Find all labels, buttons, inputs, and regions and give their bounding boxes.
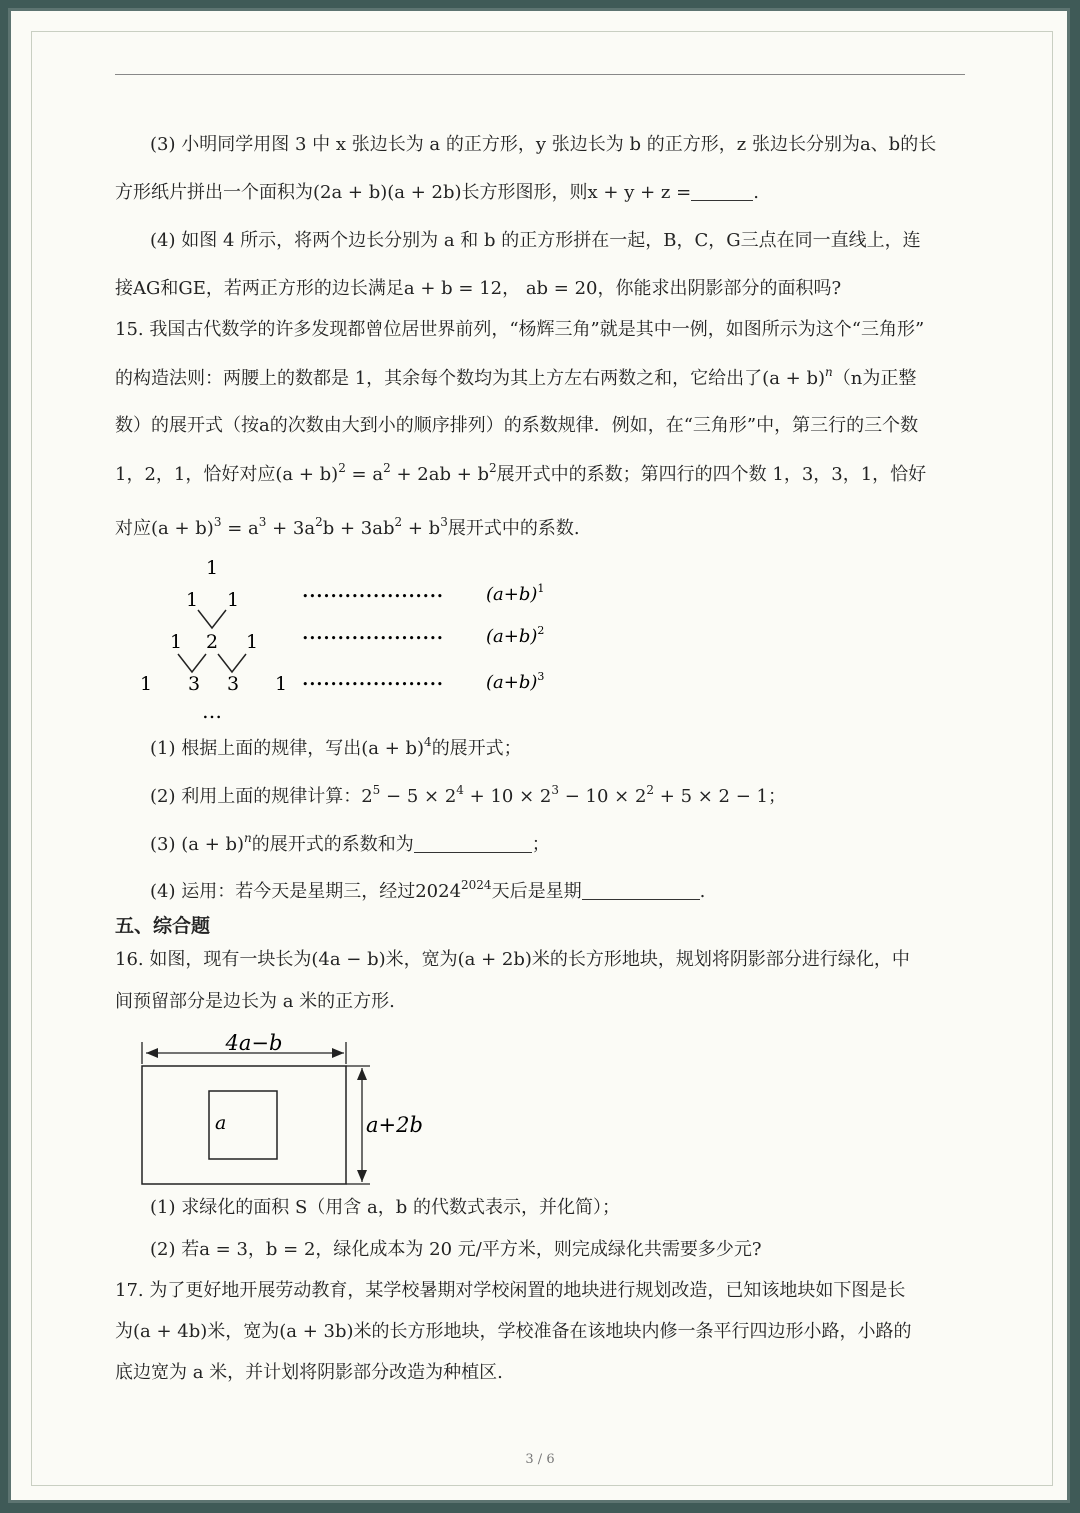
q14-part3-text: 方形纸片拼出一个面积为(2a + b)(a + 2b)长方形图形，则x + y + z = [115, 182, 692, 203]
q16-sub2: (2) 若a = 3，b = 2，绿化成本为 20 元/平方米，则完成绿化共需要多少元? [150, 1239, 762, 1260]
yanghui-triangle-figure [130, 552, 570, 732]
tri-r3-1: 1 [169, 631, 183, 653]
fig-top-arrow-right [332, 1048, 344, 1058]
answer-blank [582, 881, 700, 900]
answer-blank [414, 834, 532, 853]
row-label-2: $(a+b)^2$ [486, 624, 545, 647]
q17-line1: 17. 为了更好地开展劳动教育，某学校暑期对学校闲置的地块进行规划改造，已知该地块如下图是长 [115, 1280, 906, 1301]
fig-top-arrow-left [146, 1048, 158, 1058]
tri-r3-2: 2 [205, 631, 219, 653]
tri-r2-1: 1 [185, 589, 199, 611]
tri-connector-r3-right [218, 654, 246, 672]
q17-line3: 底边宽为 a 米，并计划将阴影部分改造为种植区. [115, 1362, 503, 1383]
dot-leader-3: •••••••••••••••••••• [302, 678, 444, 691]
header-rule [115, 74, 965, 75]
q16-line1: 16. 如图，现有一块长为(4a − b)米，宽为(a + 2b)米的长方形地块，规划将阴影部分进行绿化，中 [115, 949, 910, 970]
dot-leader-1: •••••••••••••••••••• [302, 590, 444, 603]
tri-r4-2: 3 [187, 673, 201, 695]
fig-side-arrow-top [357, 1068, 367, 1080]
answer-blank [691, 182, 753, 201]
q16-line2: 间预留部分是边长为 a 米的正方形. [115, 991, 395, 1012]
q15-sub4: (4) 运用：若今天是星期三，经过$2024^{2024}$天后是星期 . [150, 878, 706, 902]
fig-side-label: a+2b [366, 1113, 423, 1137]
tri-r1-1: 1 [205, 557, 219, 579]
tri-ellipsis: … [202, 699, 222, 723]
q15-line1: 15. 我国古代数学的许多发现都曾位居世界前列，“杨辉三角”就是其中一例，如图所示为这个“三角形” [115, 319, 925, 340]
q16-rectangle-figure [130, 1028, 450, 1190]
page-number: 3 / 6 [525, 1452, 555, 1467]
q15-line3: 数）的展开式（按a的次数由大到小的顺序排列）的系数规律．例如，在“三角形”中，第三行的三个数 [115, 415, 919, 436]
fig-top-label: 4a−b [225, 1031, 283, 1055]
q16-sub1: (1) 求绿化的面积 S（用含 a，b 的代数式表示，并化简）； [150, 1197, 620, 1218]
q15-sub1: (1) 根据上面的规律，写出$(a + b)^4$的展开式； [150, 735, 522, 759]
fig-side-arrow-bottom [357, 1170, 367, 1182]
section-title: 五、综合题 [115, 915, 211, 937]
q14-part4-line1: (4) 如图 4 所示，将两个边长分别为 a 和 b 的正方形拼在一起，B，C，G三点在同一直线上，连 [150, 230, 921, 251]
tri-r2-2: 1 [226, 589, 240, 611]
tri-r4-4: 1 [274, 673, 288, 695]
row-label-3: $(a+b)^3$ [486, 670, 545, 693]
q15-line2: 的构造法则：两腰上的数都是 1，其余每个数均为其上方左右两数之和，它给出了$(a + b)^n(n$为正整 [115, 365, 917, 389]
fig-outer-rect [142, 1066, 346, 1184]
tri-connector-r3-left [178, 654, 206, 672]
q17-line2: 为(a + 4b)米，宽为(a + 3b)米的长方形地块，学校准备在该地块内修一条平行四边形小路，小路的 [115, 1321, 912, 1342]
q15-sub3: (3) $(a + b)^n$的展开式的系数和为 ； [150, 831, 550, 855]
q14-part3-line2: 方形纸片拼出一个面积为(2a + b)(a + 2b)长方形图形，则x + y + z = . [115, 182, 759, 203]
fig-inner-label: a [215, 1112, 227, 1134]
row-label-1: $(a+b)^1$ [486, 582, 545, 605]
q14-part3-line1: (3) 小明同学用图 3 中 x 张边长为 a 的正方形，y 张边长为 b 的正方形，z 张边长分别为a、b的长 [150, 134, 937, 155]
dot-leader-2: •••••••••••••••••••• [302, 632, 444, 645]
tri-connector-r2 [198, 610, 226, 628]
tri-r3-3: 1 [245, 631, 259, 653]
q15-line4: 1，2，1，恰好对应$(a + b)^2 = a^2 + 2ab + b^2$展开式中的系数；第四行的四个数 1，3，3，1，恰好 [115, 461, 927, 485]
q14-part4-line2: 接AG和GE，若两正方形的边长满足a + b = 12， ab = 20，你能求出阴影部分的面积吗? [115, 278, 842, 299]
tri-r4-3: 3 [226, 673, 240, 695]
q15-sub2: (2) 利用上面的规律计算：$2^5 - 5 \times 2^4 + 10 \times 2^3 - 10 \times 2^2 + 5 \times 2 - 1$； [150, 783, 786, 807]
tri-r4-1: 1 [139, 673, 153, 695]
q15-line5: 对应$(a + b)^3 = a^3 + 3a^2b + 3ab^2 + b^3$展开式中的系数. [115, 515, 580, 539]
